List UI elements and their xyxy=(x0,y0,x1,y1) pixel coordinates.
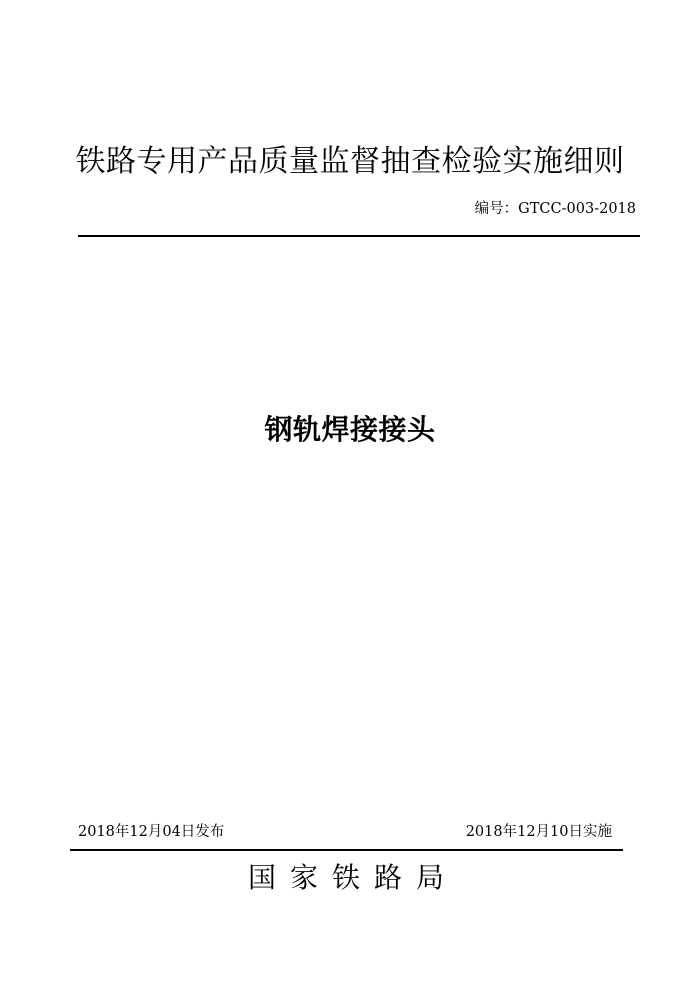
effective-date: 2018年12月10日实施 xyxy=(465,824,612,840)
document-number: 编号：GTCC-003-2018 xyxy=(474,201,636,217)
document-title: 铁路专用产品质量监督抽查检验实施细则 xyxy=(75,144,625,179)
issue-date: 2018年12月04日发布 xyxy=(78,824,225,840)
issuing-authority: 国家铁路局 xyxy=(247,861,458,894)
top-divider xyxy=(78,235,640,237)
document-subject: 钢轨焊接接头 xyxy=(264,413,436,446)
bottom-divider xyxy=(70,849,623,851)
